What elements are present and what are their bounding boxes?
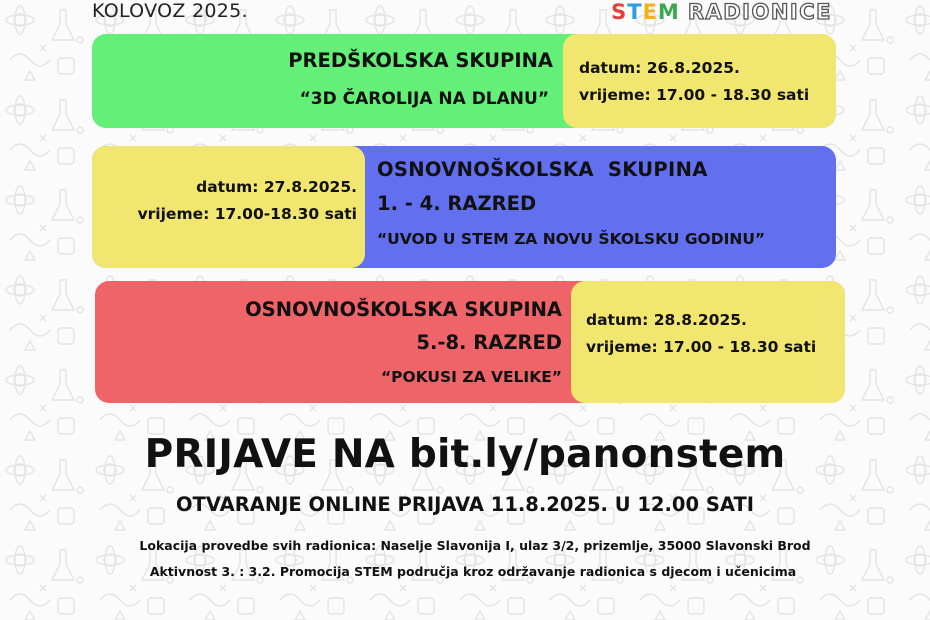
time-text: vrijeme: 17.00 - 18.30 sati [579, 86, 810, 104]
schedule-box [92, 146, 365, 268]
date-text: datum: 26.8.2025. [579, 59, 740, 77]
grades-label: 5.-8. RAZRED [416, 331, 562, 354]
grades-label: 1. - 4. RAZRED [377, 192, 537, 215]
location-note: Lokacija provedbe svih radionica: Naselje Slavonija I, ulaz 3/2, prizemlje, 35000 Slavonski Brod [139, 538, 811, 553]
group-card-preschool [92, 34, 836, 128]
group-title: OSNOVNOŠKOLSKA SKUPINA [245, 298, 562, 321]
group-title: OSNOVNOŠKOLSKA SKUPINA [377, 158, 708, 181]
date-text: datum: 27.8.2025. [196, 178, 357, 196]
registration-headline: PRIJAVE NA bit.ly/panonstem [144, 432, 786, 477]
schedule-box [571, 281, 845, 403]
registration-opening: OTVARANJE ONLINE PRIJAVA 11.8.2025. U 12.00 SATI [175, 493, 755, 516]
date-text: datum: 28.8.2025. [586, 311, 747, 329]
time-text: vrijeme: 17.00-18.30 sati [137, 205, 357, 223]
workshop-title: “POKUSI ZA VELIKE” [380, 368, 562, 386]
workshop-title: “UVOD U STEM ZA NOVU ŠKOLSKU GODINU” [377, 230, 766, 248]
time-text: vrijeme: 17.00 - 18.30 sati [586, 338, 817, 356]
schedule-box [563, 34, 836, 128]
group-title: PREDŠKOLSKA SKUPINA [288, 49, 553, 72]
stem-radionice-logo: STEM RADIONICE [611, 0, 832, 24]
group-card-grades-5-8 [95, 281, 845, 403]
group-card-grades-1-4 [92, 146, 836, 268]
month-label: KOLOVOZ 2025. [92, 0, 248, 22]
activity-note: Aktivnost 3. : 3.2. Promocija STEM područja kroz održavanje radionica s djecom i učenicima [149, 564, 797, 579]
workshop-title: “3D ČAROLIJA NA DLANU” [299, 89, 549, 109]
